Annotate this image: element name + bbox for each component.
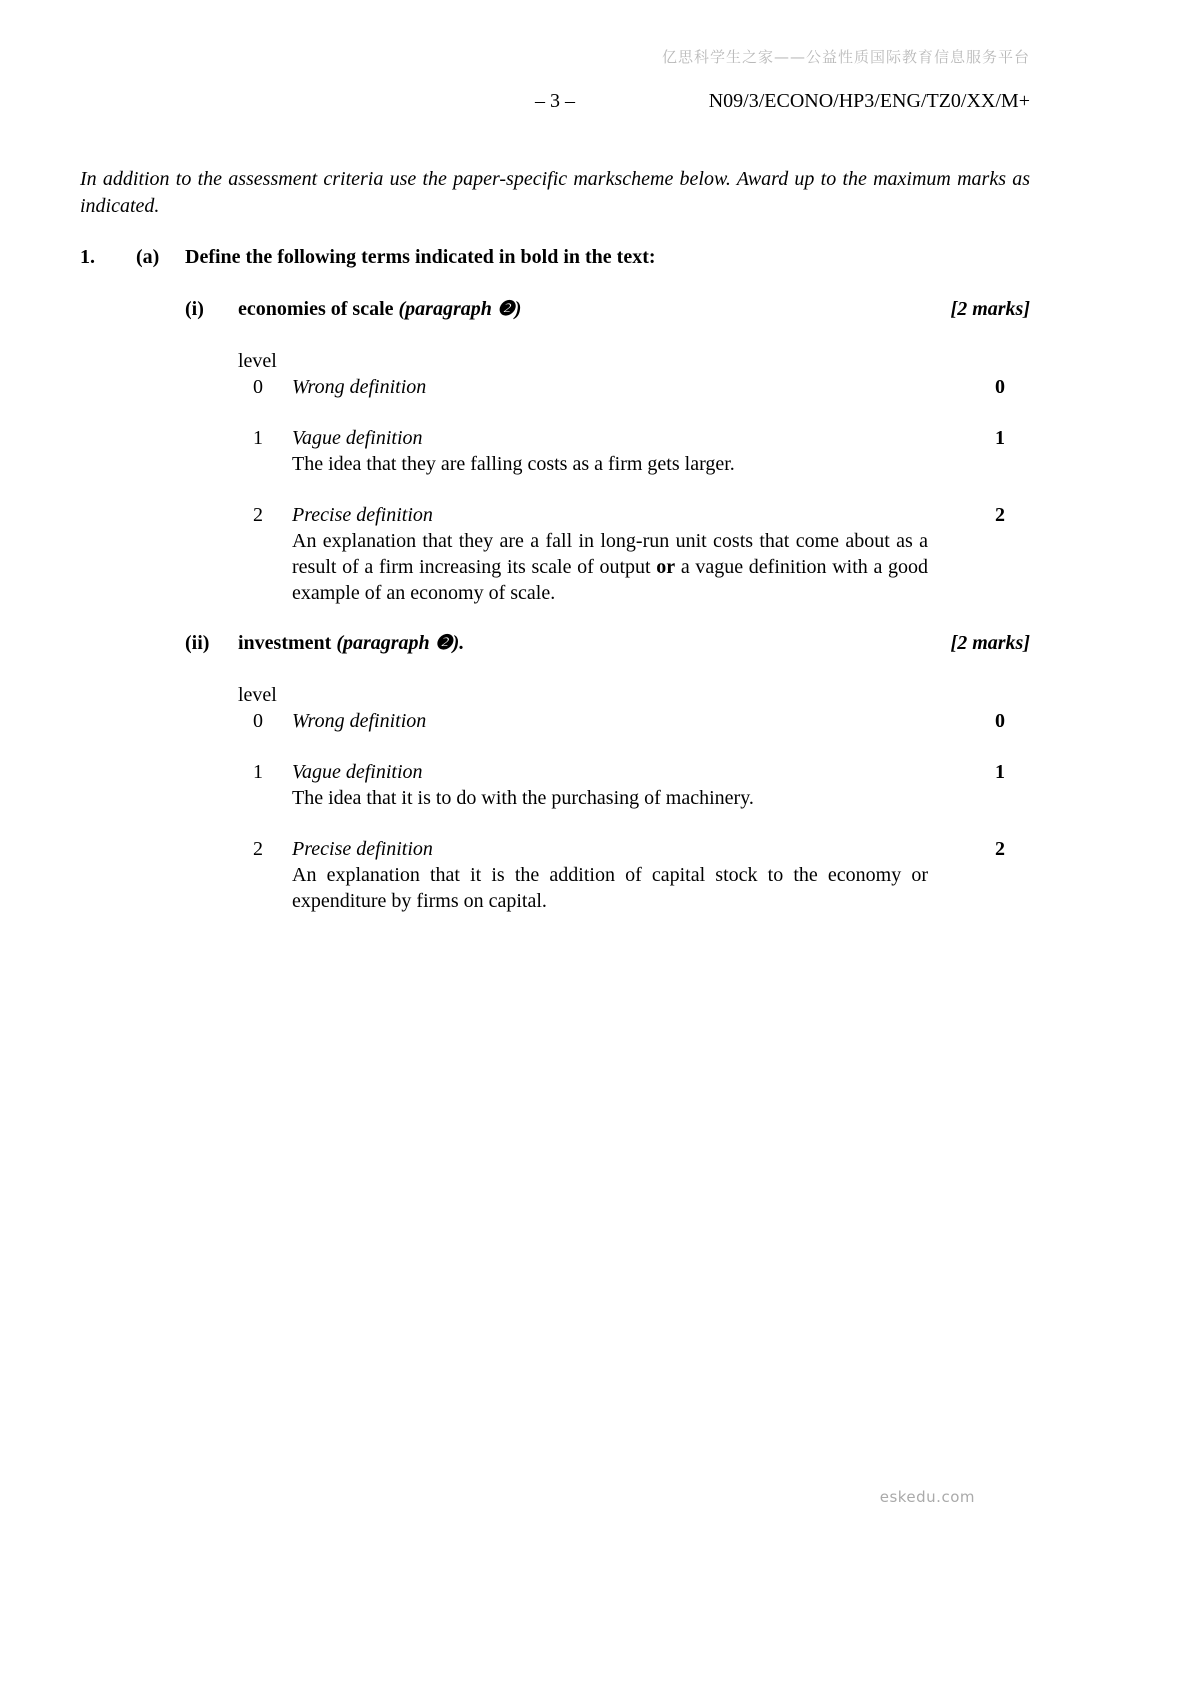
level-title: Vague definition xyxy=(292,427,423,449)
question-part-label: (a) xyxy=(136,246,160,268)
top-watermark: 亿思科学生之家——公益性质国际教育信息服务平台 xyxy=(661,48,1030,66)
subquestion-ii-heading xyxy=(80,630,1030,656)
subquestion-label: (i) xyxy=(185,298,204,320)
marks-allocation: [2 marks] xyxy=(950,632,1030,654)
level-title: Vague definition xyxy=(292,761,423,783)
level-number: 2 xyxy=(253,838,263,860)
level-mark: 2 xyxy=(995,504,1005,526)
level-title-line xyxy=(292,374,1030,400)
level-column-header: level xyxy=(238,684,277,706)
markband-row-2 xyxy=(238,836,1030,914)
level-number: 1 xyxy=(253,427,263,449)
level-title: Precise definition xyxy=(292,838,433,860)
subquestion-i-heading xyxy=(80,296,1030,322)
level-column-header: level xyxy=(238,350,277,372)
question-1a-heading xyxy=(80,244,1030,270)
level-title-line xyxy=(292,708,1030,734)
level-description xyxy=(292,785,928,811)
level-title: Wrong definition xyxy=(292,376,427,398)
level-title-line xyxy=(292,759,1030,785)
description-text: The idea that they are falling costs as a firm gets larger. xyxy=(292,453,735,475)
level-mark: 1 xyxy=(995,427,1005,449)
subquestion-label: (ii) xyxy=(185,632,210,654)
markband-row-1 xyxy=(238,425,1030,477)
level-mark: 2 xyxy=(995,838,1005,860)
question-number: 1. xyxy=(80,246,95,268)
level-number: 0 xyxy=(253,376,263,398)
level-mark: 0 xyxy=(995,710,1005,732)
level-description xyxy=(292,528,928,606)
question-prompt: Define the following terms indicated in bold in the text: xyxy=(185,246,656,268)
page-header xyxy=(80,88,1030,114)
paragraph-reference: (paragraph ❷). xyxy=(336,632,465,654)
level-mark: 0 xyxy=(995,376,1005,398)
document-code: N09/3/ECONO/HP3/ENG/TZ0/XX/M+ xyxy=(708,90,1030,112)
term-text: economies of scale xyxy=(238,298,394,320)
page-number: – 3 – xyxy=(535,90,575,112)
level-mark: 1 xyxy=(995,761,1005,783)
subquestion-i xyxy=(80,296,1030,606)
bottom-watermark: eskedu.com xyxy=(879,1488,975,1506)
subquestion-ii xyxy=(80,630,1030,914)
level-description xyxy=(292,862,928,914)
level-number: 1 xyxy=(253,761,263,783)
level-description xyxy=(292,451,928,477)
description-text: The idea that it is to do with the purchasing of machinery. xyxy=(292,787,754,809)
markband-row-1 xyxy=(238,759,1030,811)
markband-table xyxy=(238,682,1030,914)
term-text: investment xyxy=(238,632,332,654)
instructions-paragraph: In addition to the assessment criteria use the paper-specific markscheme below. Award up to the maximum marks as indicated. xyxy=(80,168,1030,217)
level-title-line xyxy=(292,425,1030,451)
level-title-line xyxy=(292,502,1030,528)
markband-table xyxy=(238,348,1030,606)
description-text: An explanation that they are a fall in long-run unit costs that come about as a result of a firm increasing its scale of output xyxy=(292,530,928,578)
level-title-line xyxy=(292,836,1030,862)
markband-row-0 xyxy=(238,374,1030,400)
level-number: 2 xyxy=(253,504,263,526)
marks-allocation: [2 marks] xyxy=(950,298,1030,320)
level-title: Wrong definition xyxy=(292,710,427,732)
paragraph-reference: (paragraph ❷) xyxy=(398,298,522,320)
description-text-end: a vague definition with a good example of an economy of scale. xyxy=(292,556,929,604)
level-number: 0 xyxy=(253,710,263,732)
markband-row-0 xyxy=(238,708,1030,734)
description-text: An explanation that it is the addition of capital stock to the economy or expenditure by firms on capital. xyxy=(292,864,928,912)
level-title: Precise definition xyxy=(292,504,433,526)
markband-row-2 xyxy=(238,502,1030,606)
description-bold: or xyxy=(656,556,676,578)
